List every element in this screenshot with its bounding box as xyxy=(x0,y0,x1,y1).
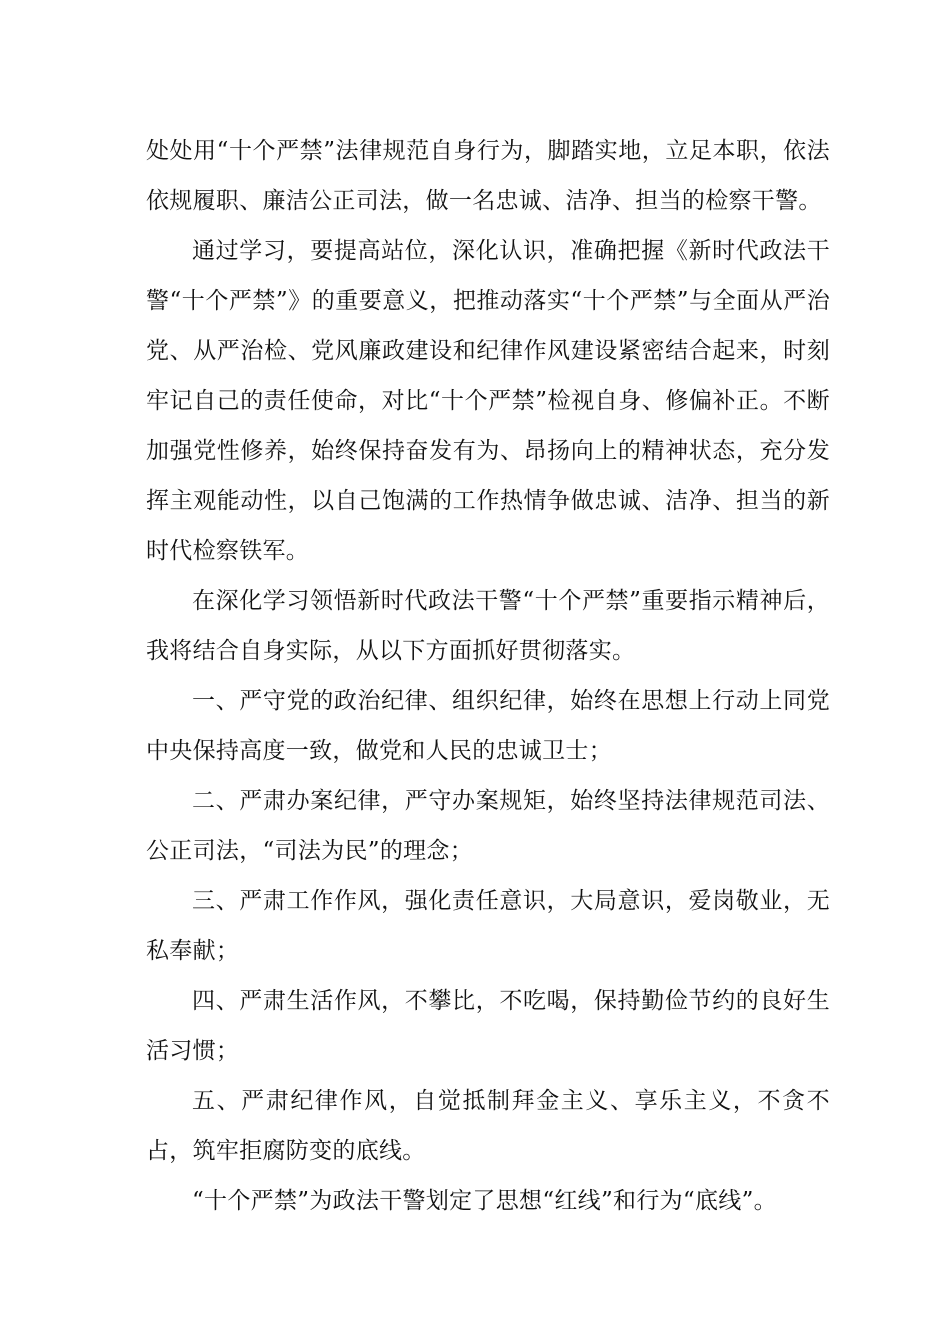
document-body xyxy=(146,126,830,1226)
paragraph-study-significance: 通过学习，要提高站位，深化认识，准确把握《新时代政法干警“十个严禁”》的重要意义，把推动落实“十个严禁”与全面从严治党、从严治检、党风廉政建设和纪律作风建设紧密结合起来，时刻牢记自己的责任使命，对比“十个严禁”检视自身、修偏补正。不断加强党性修养，始终保持奋发有为、昂扬向上的精神状态，充分发挥主观能动性，以自己饱满的工作热情争做忠诚、洁净、担当的新时代检察铁军。 xyxy=(146,238,830,564)
paragraph-item-4: 四、严肃生活作风，不攀比，不吃喝，保持勤俭节约的良好生活习惯； xyxy=(146,988,830,1064)
paragraph-item-2: 二、严肃办案纪律，严守办案规矩，始终坚持法律规范司法、公正司法，“司法为民”的理念； xyxy=(146,788,830,864)
paragraph-item-5: 五、严肃纪律作风，自觉抵制拜金主义、享乐主义，不贪不占，筑牢拒腐防变的底线。 xyxy=(146,1088,830,1164)
paragraph-item-1: 一、严守党的政治纪律、组织纪律，始终在思想上行动上同党中央保持高度一致，做党和人民的忠诚卫士； xyxy=(146,688,830,764)
paragraph-continuation: 处处用“十个严禁”法律规范自身行为，脚踏实地，立足本职，依法依规履职、廉洁公正司法，做一名忠诚、洁净、担当的检察干警。 xyxy=(146,138,830,214)
paragraph-implementation-intro: 在深化学习领悟新时代政法干警“十个严禁”重要指示精神后，我将结合自身实际，从以下方面抓好贯彻落实。 xyxy=(146,588,830,664)
paragraph-conclusion: “十个严禁”为政法干警划定了思想“红线”和行为“底线”。 xyxy=(192,1188,777,1214)
paragraph-item-3: 三、严肃工作作风，强化责任意识，大局意识，爱岗敬业，无私奉献； xyxy=(146,888,830,964)
